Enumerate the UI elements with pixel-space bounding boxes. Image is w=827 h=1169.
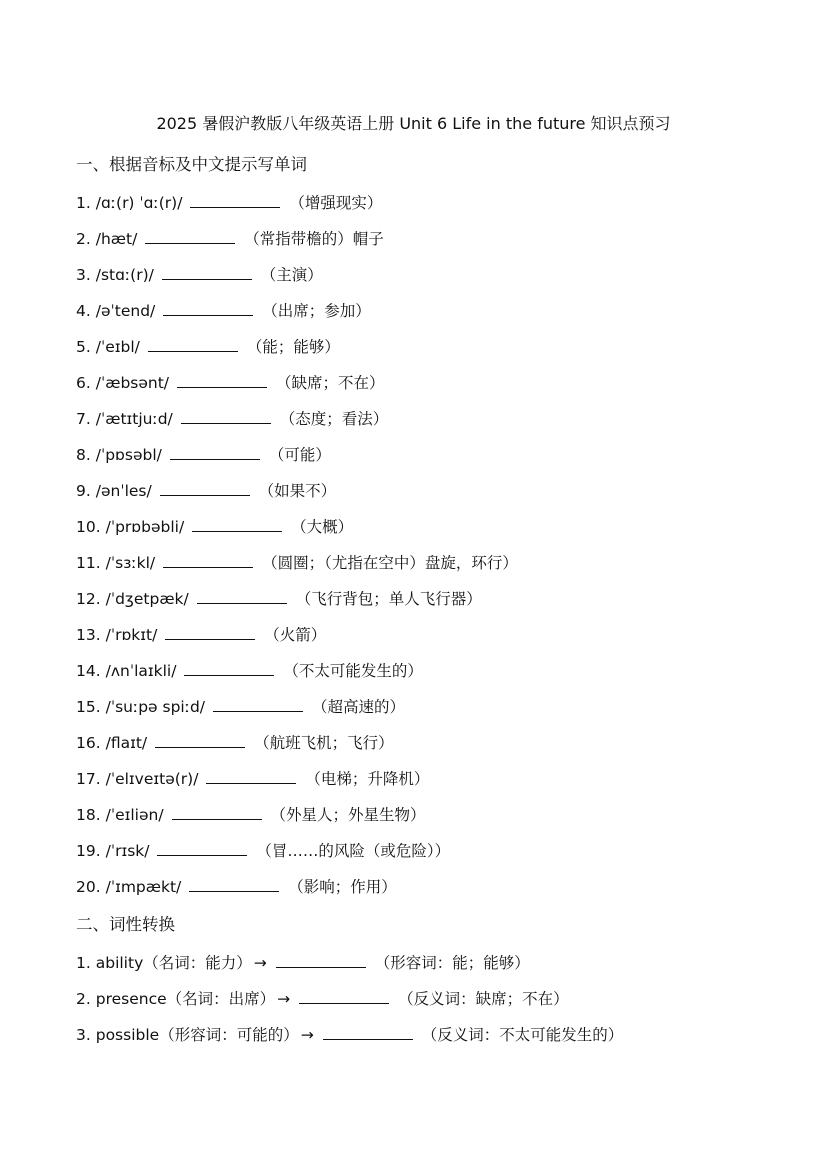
phonetic: /hæt/ xyxy=(95,230,138,248)
chinese-hint: （超高速的） xyxy=(311,698,405,716)
vocab-item xyxy=(76,263,518,299)
answer-blank[interactable] xyxy=(162,263,252,280)
answer-blank[interactable] xyxy=(172,803,262,820)
chinese-hint: （航班飞机；飞行） xyxy=(254,734,394,752)
vocab-item xyxy=(76,191,518,227)
answer-blank[interactable] xyxy=(155,731,245,748)
item-number: 15. xyxy=(76,698,101,716)
phonetic: /ʌnˈlaɪkli/ xyxy=(105,662,177,680)
chinese-hint: （增强现实） xyxy=(289,194,383,212)
answer-blank[interactable] xyxy=(299,987,389,1004)
vocab-item xyxy=(76,875,518,911)
item-number: 19. xyxy=(76,842,101,860)
item-number: 9. xyxy=(76,482,91,500)
item-number: 2. xyxy=(76,990,91,1008)
source-word: possible（形容词：可能的） xyxy=(95,1026,299,1044)
answer-blank[interactable] xyxy=(163,551,253,568)
phonetic: /ˈpɒsəbl/ xyxy=(95,446,162,464)
phonetic: /stɑː(r)/ xyxy=(95,266,154,284)
phonetic: /ˈelɪveɪtə(r)/ xyxy=(105,770,199,788)
vocab-item xyxy=(76,767,518,803)
chinese-hint: （火箭） xyxy=(264,626,327,644)
arrow-icon: → xyxy=(300,1026,314,1044)
item-number: 18. xyxy=(76,806,101,824)
vocab-item xyxy=(76,299,518,335)
chinese-hint: （大概） xyxy=(291,518,354,536)
chinese-hint: （常指带檐的）帽子 xyxy=(244,230,384,248)
vocab-item xyxy=(76,515,518,551)
vocab-item xyxy=(76,335,518,371)
item-number: 3. xyxy=(76,1026,91,1044)
phonetic: /ənˈles/ xyxy=(95,482,152,500)
answer-blank[interactable] xyxy=(184,659,274,676)
conversion-item xyxy=(76,1023,623,1059)
phonetic: /ˈrɪsk/ xyxy=(105,842,150,860)
phonetic: /ˈɪmpækt/ xyxy=(105,878,182,896)
answer-blank[interactable] xyxy=(157,839,247,856)
vocab-item xyxy=(76,551,518,587)
item-number: 6. xyxy=(76,374,91,392)
phonetic: /ˈprɒbəbli/ xyxy=(105,518,185,536)
target-hint: （形容词：能；能够） xyxy=(374,954,530,972)
answer-blank[interactable] xyxy=(192,515,282,532)
vocab-item xyxy=(76,371,518,407)
chinese-hint: （态度；看法） xyxy=(279,410,389,428)
item-number: 14. xyxy=(76,662,101,680)
document-title: 2025 暑假沪教版八年级英语上册 Unit 6 Life in the future 知识点预习 xyxy=(156,114,671,133)
chinese-hint: （主演） xyxy=(260,266,323,284)
phonetic: /ˈæbsənt/ xyxy=(95,374,170,392)
item-number: 8. xyxy=(76,446,91,464)
item-number: 13. xyxy=(76,626,101,644)
item-number: 11. xyxy=(76,554,101,572)
conversion-item xyxy=(76,987,623,1023)
chinese-hint: （影响；作用） xyxy=(288,878,397,896)
vocab-item xyxy=(76,407,518,443)
answer-blank[interactable] xyxy=(148,335,238,352)
chinese-hint: （圆圈；（尤指在空中）盘旋，环行） xyxy=(262,554,518,572)
chinese-hint: （可能） xyxy=(268,446,331,464)
vocab-item xyxy=(76,839,518,875)
chinese-hint: （缺席；不在） xyxy=(275,374,385,392)
source-word: ability（名词：能力） xyxy=(95,954,252,972)
phonetic: /ˈeɪliən/ xyxy=(105,806,164,824)
chinese-hint: （冒……的风险（或危险）） xyxy=(256,842,451,860)
phonetic: /əˈtend/ xyxy=(95,302,156,320)
phonetic: /ˈætɪtjuːd/ xyxy=(95,410,173,428)
item-number: 12. xyxy=(76,590,101,608)
chinese-hint: （如果不） xyxy=(258,482,337,500)
answer-blank[interactable] xyxy=(165,623,255,640)
chinese-hint: （不太可能发生的） xyxy=(283,662,423,680)
phonetic: /ˈeɪbl/ xyxy=(95,338,140,356)
chinese-hint: （电梯；升降机） xyxy=(305,770,430,788)
source-word: presence（名词：出席） xyxy=(95,990,276,1008)
item-number: 2. xyxy=(76,230,91,248)
item-number: 20. xyxy=(76,878,101,896)
arrow-icon: → xyxy=(253,954,267,972)
item-number: 1. xyxy=(76,954,91,972)
chinese-hint: （出席；参加） xyxy=(262,302,371,320)
item-number: 16. xyxy=(76,734,101,752)
vocab-item xyxy=(76,659,518,695)
section1-list xyxy=(76,191,518,911)
vocab-item xyxy=(76,587,518,623)
answer-blank[interactable] xyxy=(206,767,296,784)
answer-blank[interactable] xyxy=(323,1023,413,1040)
vocab-item xyxy=(76,479,518,515)
chinese-hint: （外星人；外星生物） xyxy=(270,806,426,824)
arrow-icon: → xyxy=(277,990,291,1008)
vocab-item xyxy=(76,731,518,767)
chinese-hint: （能；能够） xyxy=(246,338,340,356)
target-hint: （反义词：缺席；不在） xyxy=(398,990,569,1008)
vocab-item xyxy=(76,695,518,731)
vocab-item xyxy=(76,443,518,479)
vocab-item xyxy=(76,227,518,263)
answer-blank[interactable] xyxy=(181,407,271,424)
vocab-item xyxy=(76,803,518,839)
section2-heading: 二、词性转换 xyxy=(76,915,175,934)
answer-blank[interactable] xyxy=(163,299,253,316)
answer-blank[interactable] xyxy=(177,371,267,388)
phonetic: /ˈsuːpə spiːd/ xyxy=(105,698,206,716)
phonetic: /ɑː(r) ˈɑː(r)/ xyxy=(95,194,183,212)
item-number: 5. xyxy=(76,338,91,356)
phonetic: /ˈsɜːkl/ xyxy=(105,554,156,572)
section2-list xyxy=(76,951,623,1059)
item-number: 3. xyxy=(76,266,91,284)
answer-blank[interactable] xyxy=(190,191,280,208)
answer-blank[interactable] xyxy=(145,227,235,244)
phonetic: /ˈdʒetpæk/ xyxy=(105,590,189,608)
item-number: 17. xyxy=(76,770,101,788)
target-hint: （反义词：不太可能发生的） xyxy=(421,1026,624,1044)
answer-blank[interactable] xyxy=(160,479,250,496)
item-number: 7. xyxy=(76,410,91,428)
phonetic: /flaɪt/ xyxy=(105,734,148,752)
answer-blank[interactable] xyxy=(276,951,366,968)
item-number: 4. xyxy=(76,302,91,320)
answer-blank[interactable] xyxy=(197,587,287,604)
answer-blank[interactable] xyxy=(170,443,260,460)
answer-blank[interactable] xyxy=(189,875,279,892)
answer-blank[interactable] xyxy=(213,695,303,712)
phonetic: /ˈrɒkɪt/ xyxy=(105,626,158,644)
vocab-item xyxy=(76,623,518,659)
item-number: 10. xyxy=(76,518,101,536)
conversion-item xyxy=(76,951,623,987)
section1-heading: 一、根据音标及中文提示写单词 xyxy=(76,155,307,174)
item-number: 1. xyxy=(76,194,91,212)
chinese-hint: （飞行背包；单人飞行器） xyxy=(295,590,482,608)
